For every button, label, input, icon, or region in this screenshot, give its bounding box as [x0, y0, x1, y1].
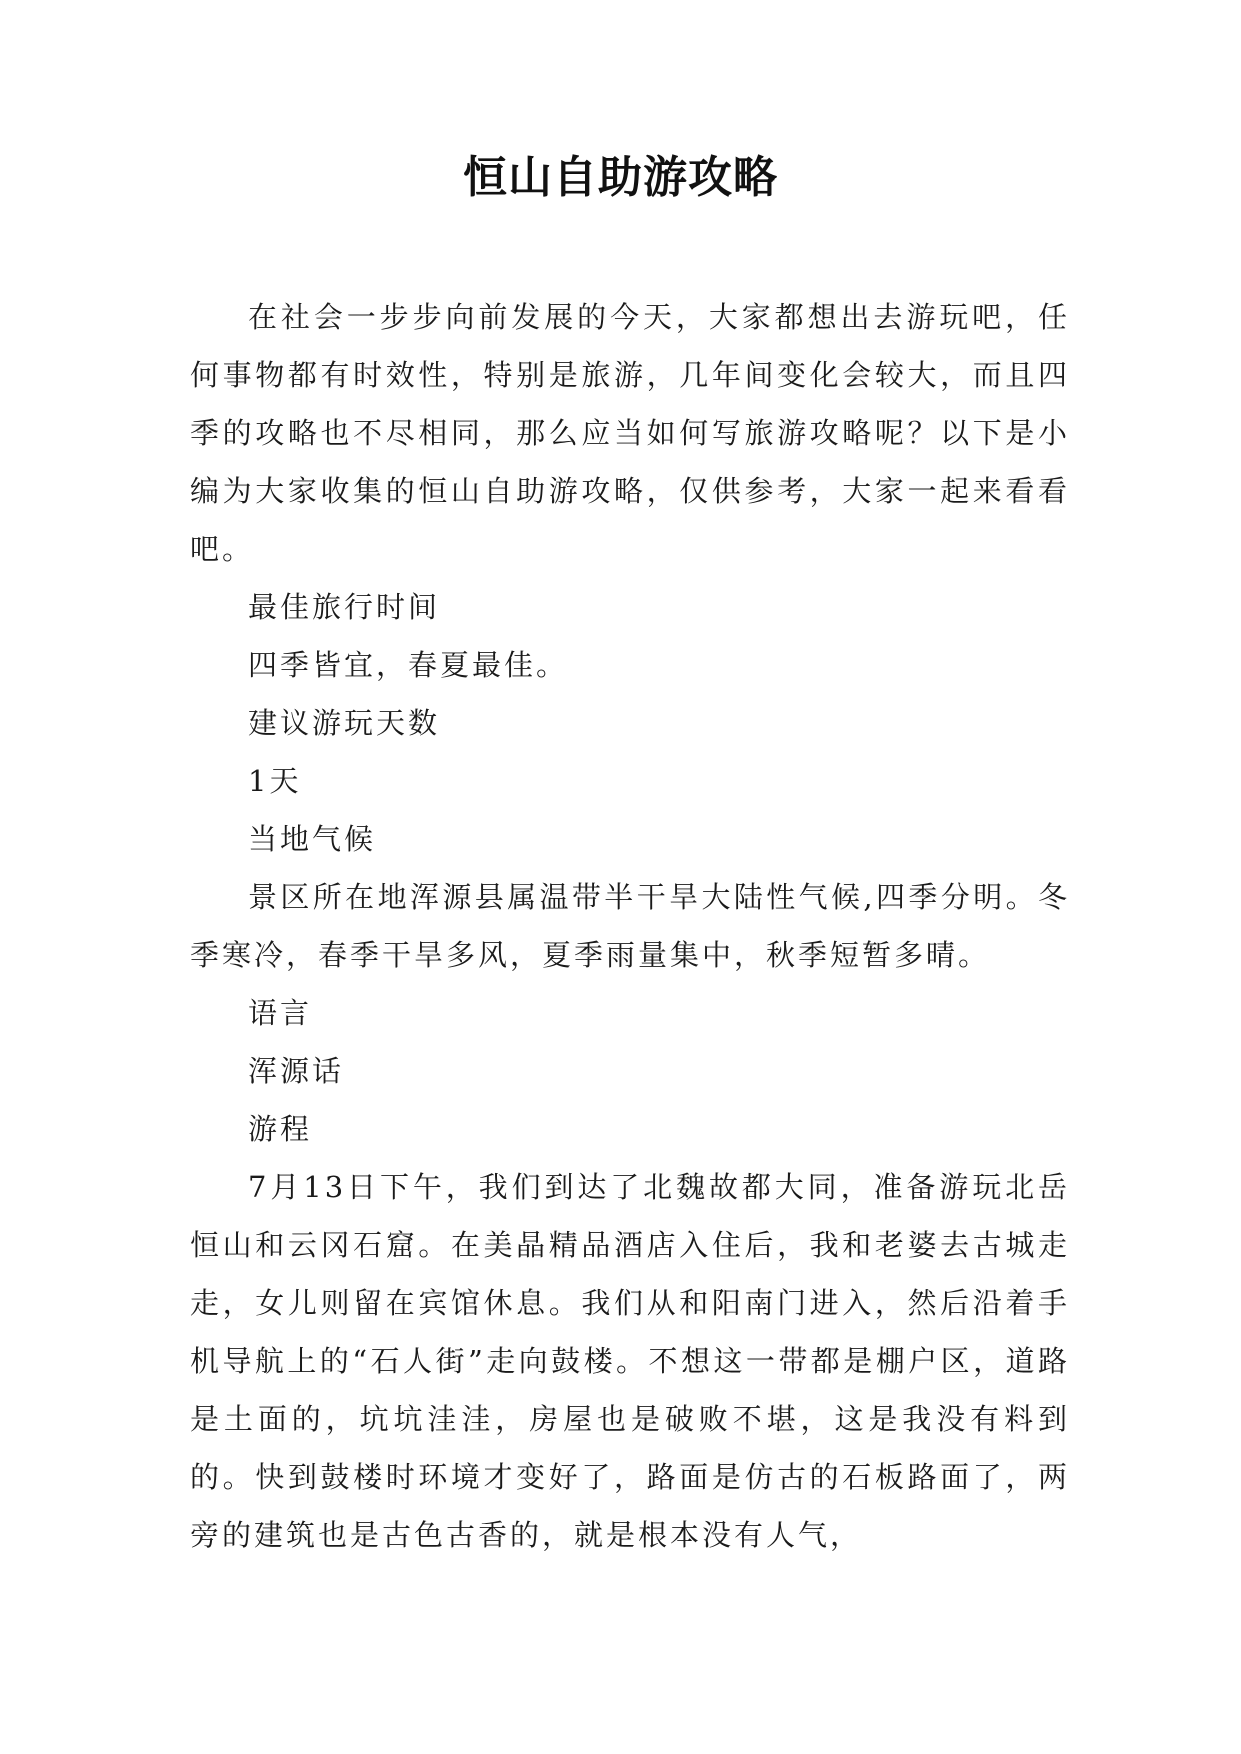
days-text: 1天: [248, 764, 302, 798]
itinerary-text: 7月13日下午，我们到达了北魏故都大同，准备游玩北岳恒山和云冈石窟。在美晶精品酒店入住后，我和老婆去古城走走，女儿则留在宾馆休息。我们从和阳南门进入，然后沿着手机导航上的“石人街”走向鼓楼。不想这一带都是棚户区，道路是土面的，坑坑洼洼，房屋也是破败不堪，这是我没有料到的。快到鼓楼时环境才变好了，路面是仿古的石板路面了，两旁的建筑也是古色古香的，就是根本没有人气，: [190, 1170, 1070, 1552]
section-heading-language: 语言: [248, 996, 313, 1030]
document-body: [190, 288, 1070, 1564]
climate-text: 景区所在地浑源县属温带半干旱大陆性气候,四季分明。冬季寒冷，春季干旱多风，夏季雨量集中，秋季短暂多晴。: [190, 880, 1070, 972]
intro-paragraph: 在社会一步步向前发展的今天，大家都想出去游玩吧，任何事物都有时效性，特别是旅游，几年间变化会较大，而且四季的攻略也不尽相同，那么应当如何写旅游攻略呢？以下是小编为大家收集的恒山自助游攻略，仅供参考，大家一起来看看吧。: [190, 300, 1070, 566]
document-title: 恒山自助游攻略: [463, 152, 778, 203]
language-text: 浑源话: [248, 1054, 345, 1088]
section-heading-climate: 当地气候: [248, 822, 377, 856]
best-time-text: 四季皆宜，春夏最佳。: [248, 648, 569, 682]
section-heading-itinerary: 游程: [248, 1112, 313, 1146]
section-heading-best-time: 最佳旅行时间: [248, 590, 441, 624]
section-heading-days: 建议游玩天数: [248, 706, 441, 740]
